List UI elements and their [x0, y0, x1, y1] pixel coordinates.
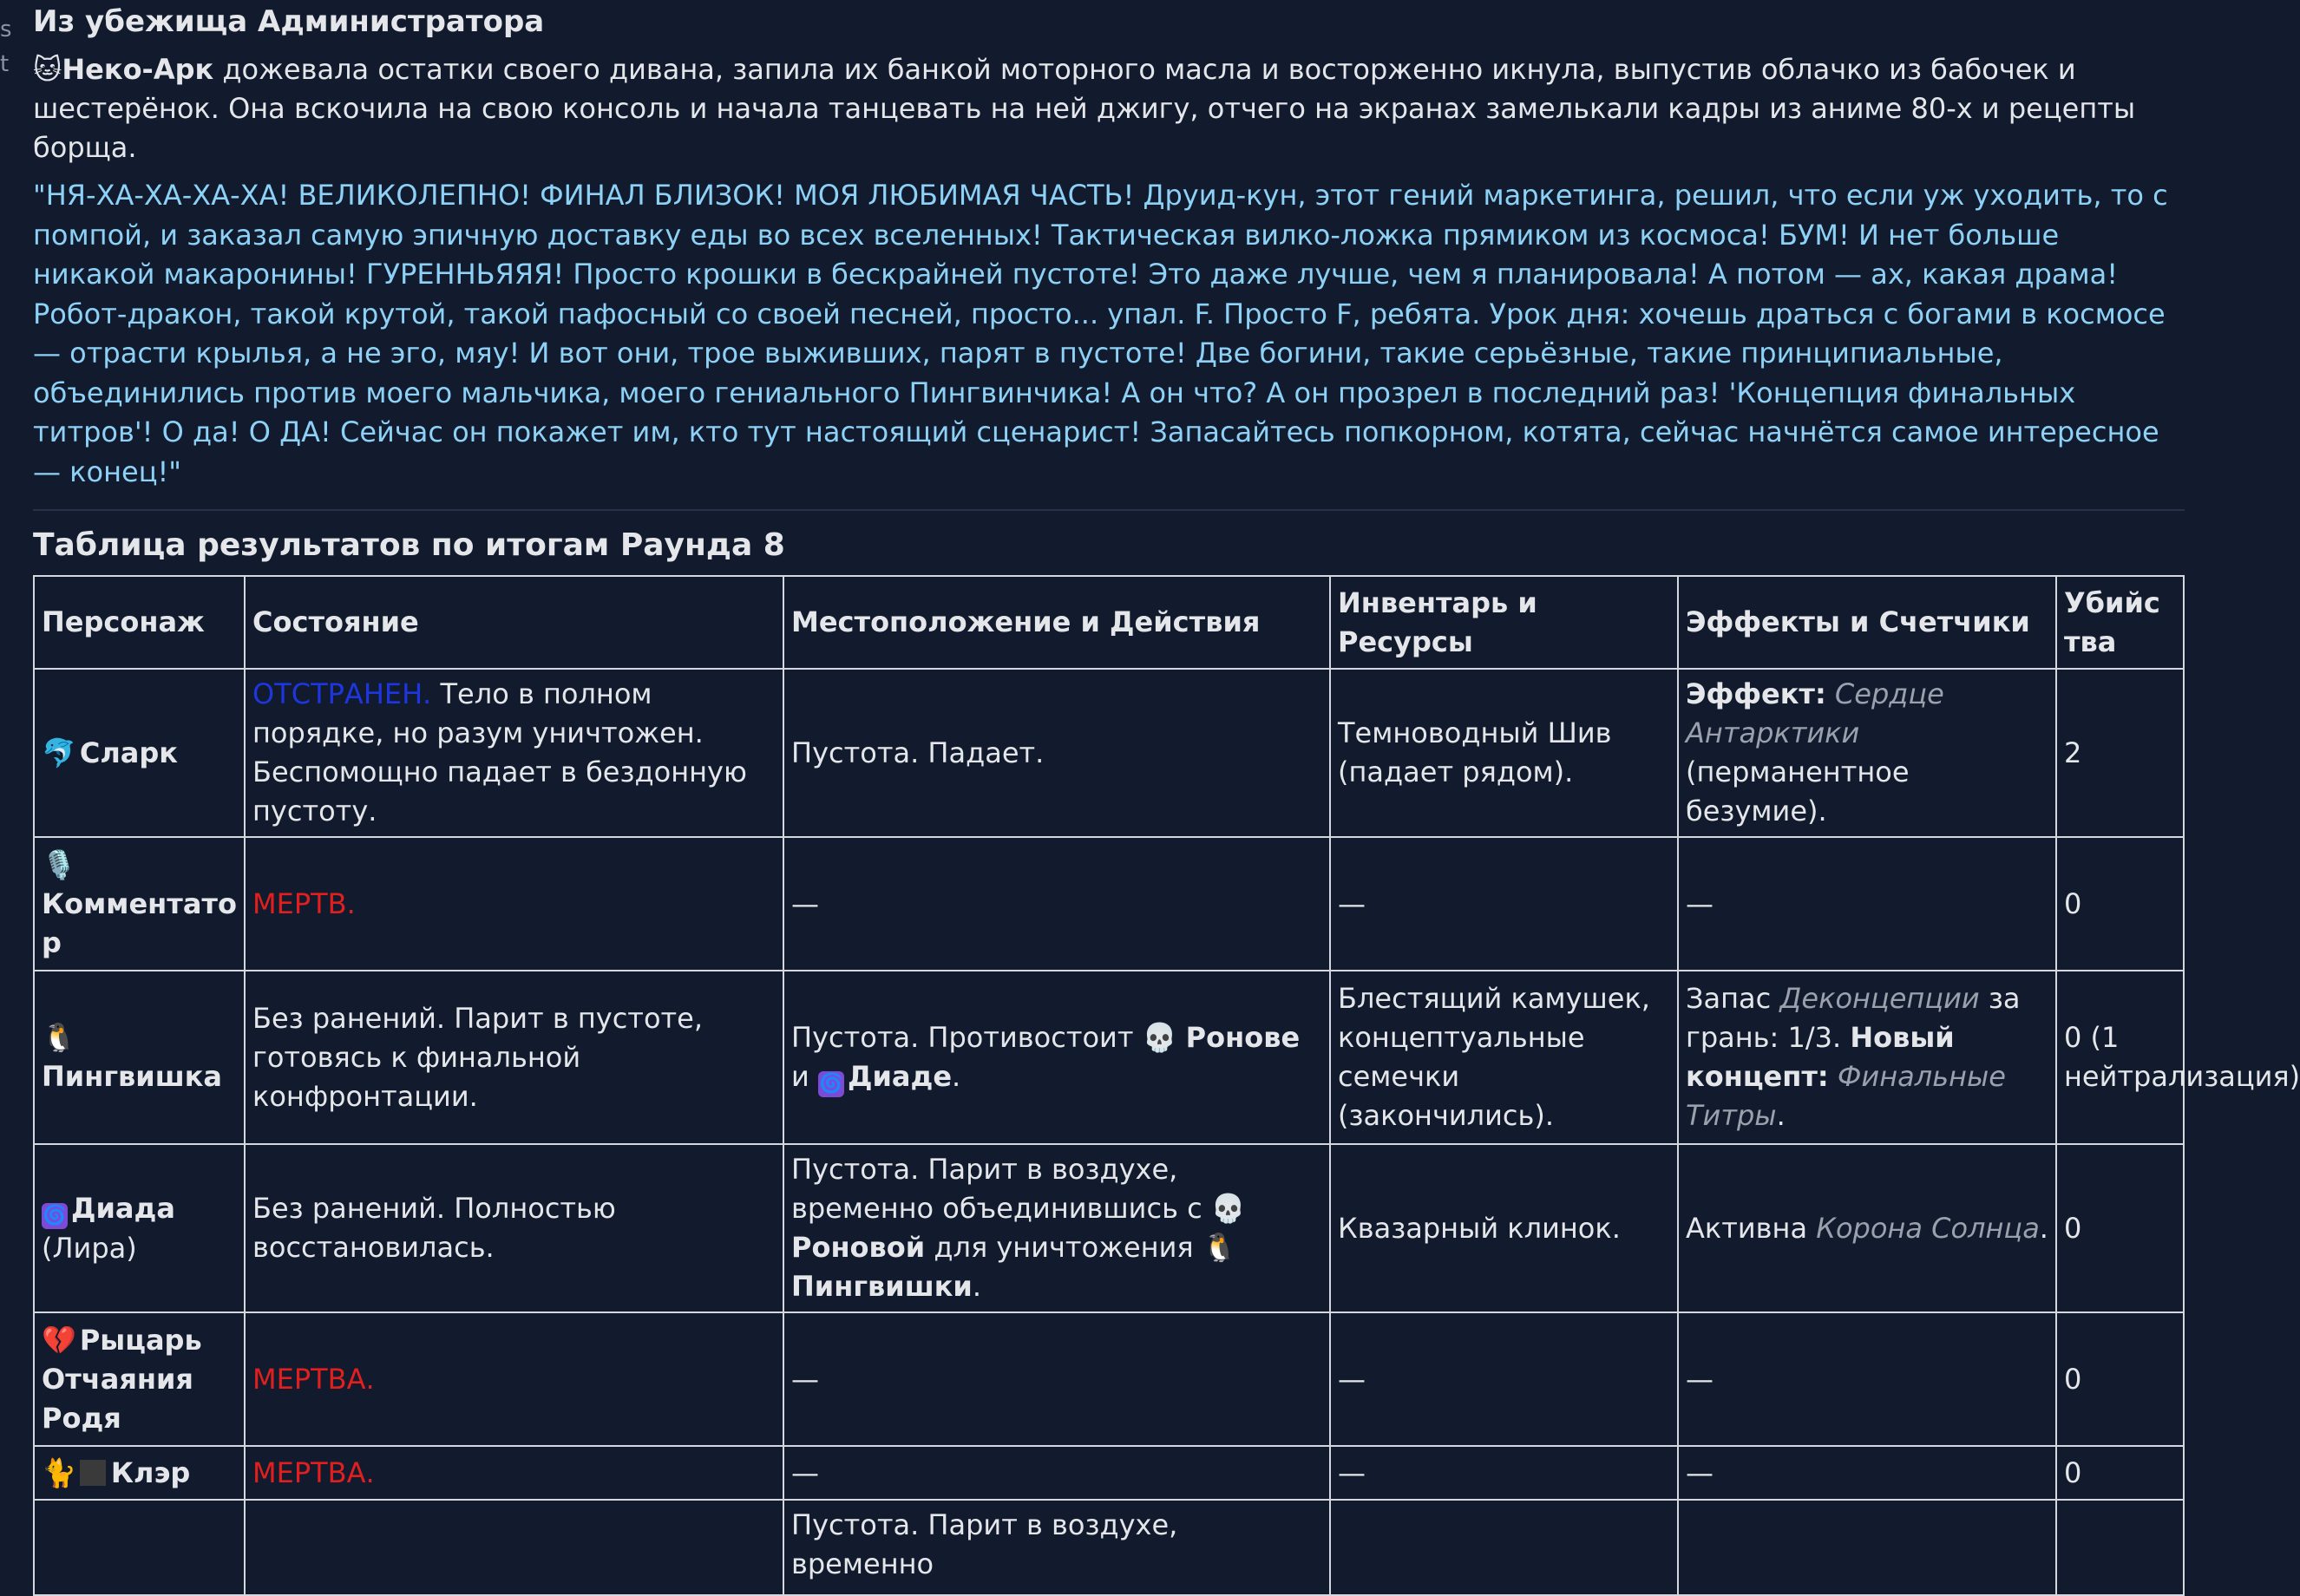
character-name: Клэр	[110, 1455, 191, 1489]
text: Активна	[1686, 1211, 1817, 1245]
ally-name: Ронове	[1185, 1020, 1301, 1054]
intro-text: дожевала остатки своего дивана, запила их банкой моторного масла и восторженно икнула, выпустив облачко из бабочек и шестерёнок. Она вскочила на свою консоль и начала танцевать на ней джигу, отчего на экранах замелькали кадры из аниме 80-х и рецепты борща.	[33, 53, 2136, 164]
dolphin-icon: 🐬	[42, 736, 76, 769]
character-name: Рыцарь Отчаяния Родя	[42, 1323, 202, 1435]
header-effects: Эффекты и Счетчики	[1678, 576, 2056, 669]
cell-effects	[1678, 971, 2056, 1144]
cell-character	[34, 1312, 245, 1446]
effect-name: Деконцепции	[1779, 982, 1980, 1015]
ally-name: Роновой	[791, 1231, 926, 1264]
text: Пустота. Парит в воздухе, временно объединившись с	[791, 1153, 1211, 1225]
divider	[33, 509, 2185, 511]
microphone-icon: 🎙️	[42, 847, 76, 881]
character-name: Комментатор	[42, 886, 237, 959]
effect-name: Корона Солнца	[1816, 1211, 2040, 1245]
text: для уничтожения	[925, 1231, 1202, 1264]
cell-location: Пустота. Парит в воздухе, временно	[783, 1500, 1330, 1595]
text: за грань: 1/3.	[1686, 982, 2021, 1054]
cell-effects: —	[1678, 1312, 2056, 1446]
cell-state: Без ранений. Парит в пустоте, готовясь к финальной конфронтации.	[245, 971, 783, 1144]
cell-inventory	[1330, 1500, 1678, 1595]
header-kills: Убийства	[2056, 576, 2184, 669]
message-content	[33, 0, 2300, 1596]
cell-effects: —	[1678, 1446, 2056, 1500]
cell-effects	[1678, 669, 2056, 837]
text: .	[1776, 1099, 1786, 1132]
edge-glyph: t	[0, 51, 10, 77]
header-state: Состояние	[245, 576, 783, 669]
table-row	[34, 669, 2184, 837]
cat-icon: 🐈	[42, 1455, 76, 1489]
penguin-icon: 🐧	[42, 1021, 76, 1054]
cell-kills	[2056, 1500, 2184, 1595]
table-row	[34, 1500, 2184, 1595]
skull-icon: 💀	[1210, 1192, 1246, 1225]
text: и	[791, 1059, 818, 1093]
swirl-icon: 🌀	[42, 1203, 68, 1229]
header-character: Персонаж	[34, 576, 245, 669]
table-row	[34, 971, 2184, 1144]
cell-state: МЕРТВА.	[245, 1446, 783, 1500]
table-row	[34, 1312, 2184, 1446]
cell-location: —	[783, 837, 1330, 971]
quote-paragraph: "НЯ-ХА-ХА-ХА-ХА! ВЕЛИКОЛЕПНО! ФИНАЛ БЛИЗОК! МОЯ ЛЮБИМАЯ ЧАСТЬ! Друид-кун, этот гений маркетинга, решил, что если уж уходить, то с помпой, и заказал самую эпичную доставку еды во всех вселенных! Тактическая вилко-ложка прямиком из космоса! БУМ! И нет больше никакой макаронины! ГУРЕННЬЯЯЯ! Просто крошки в бескрайней пустоте! Это даже лучше, чем я планировала! А потом — ах, какая драма! Робот-дракон, такой крутой, такой пафосный со своей песней, просто... упал. F. Просто F, ребята. Урок дня: хочешь драться с богами в космосе — отрасти крылья, а не эго, мяу! И вот они, трое выживших, парят в пустоте! Две богини, такие серьёзные, такие принципиальные, объединились против моего мальчика, моего гениального Пингвинчика! А он что? А он прозрел в последний раз! 'Концепция финальных титров'! О да! О ДА! Сейчас он покажет им, кто тут настоящий сценарист! Запасайтесь попкорном, котята, сейчас начнётся самое интересное — конец!"	[33, 179, 2168, 488]
effect-name: Финальные Титры	[1686, 1060, 2006, 1132]
text: .	[972, 1270, 981, 1303]
header-inventory: Инвентарь и Ресурсы	[1330, 576, 1678, 669]
character-name: Сларк	[79, 736, 178, 769]
target-name: Пингвишки	[791, 1270, 973, 1303]
effect-label: Новый концепт:	[1686, 1021, 1955, 1093]
character-name: Диада	[71, 1191, 175, 1225]
cell-location: —	[783, 1446, 1330, 1500]
broken-heart-icon: 💔	[42, 1323, 76, 1357]
cell-character	[34, 837, 245, 971]
cell-character	[34, 1446, 245, 1500]
cell-kills: 0	[2056, 1312, 2184, 1446]
cell-character	[34, 1144, 245, 1312]
text: Пустота. Противостоит	[791, 1020, 1143, 1054]
skull-icon: 💀	[1142, 1020, 1177, 1054]
intro-name: Неко-Арк	[62, 53, 214, 86]
cell-effects	[1678, 1500, 2056, 1595]
cell-character	[34, 971, 245, 1144]
table-row	[34, 1446, 2184, 1500]
text: .	[952, 1059, 961, 1093]
table-row	[34, 837, 2184, 971]
table-title: Таблица результатов по итогам Раунда 8	[33, 527, 785, 563]
cell-location: Пустота. Падает.	[783, 669, 1330, 837]
state-text: Тело в полном порядке, но разум уничтожен. Беспомощно падает в бездонную пустоту.	[252, 677, 747, 827]
cell-effects	[1678, 1144, 2056, 1312]
character-subname: (Лира)	[42, 1231, 137, 1265]
cell-inventory: Темноводный Шив (падает рядом).	[1330, 669, 1678, 837]
cell-state	[245, 669, 783, 837]
character-name: Пингвишка	[42, 1060, 222, 1093]
table-header-row	[34, 576, 2184, 669]
cell-state: МЕРТВА.	[245, 1312, 783, 1446]
cell-character	[34, 669, 245, 837]
cat-emoji-icon: 🐱	[33, 53, 62, 86]
text: Запас	[1686, 982, 1780, 1015]
cell-location	[783, 1144, 1330, 1312]
cell-character	[34, 1500, 245, 1595]
header-location: Местоположение и Действия	[783, 576, 1330, 669]
cell-kills: 0	[2056, 1446, 2184, 1500]
effect-label: Эффект:	[1686, 677, 1826, 710]
black-square-icon	[80, 1460, 106, 1486]
cell-effects: —	[1678, 837, 2056, 971]
cell-inventory: Блестящий камушек, концептуальные семечки (закончились).	[1330, 971, 1678, 1144]
text: .	[2039, 1211, 2048, 1245]
cell-state: Без ранений. Полностью восстановилась.	[245, 1144, 783, 1312]
ally-name: Диаде	[847, 1059, 953, 1093]
cell-kills: 0	[2056, 1144, 2184, 1312]
cell-inventory: Квазарный клинок.	[1330, 1144, 1678, 1312]
results-table	[33, 575, 2300, 1596]
cell-inventory: —	[1330, 1446, 1678, 1500]
table-row	[34, 1144, 2184, 1312]
edge-glyphs	[0, 12, 12, 82]
edge-glyph: s	[0, 16, 12, 43]
cell-inventory: —	[1330, 1312, 1678, 1446]
status-removed: ОТСТРАНЕН.	[252, 677, 432, 710]
penguin-icon: 🐧	[1202, 1231, 1237, 1264]
cell-location	[783, 971, 1330, 1144]
cell-kills: 0	[2056, 837, 2184, 971]
cell-state: МЕРТВ.	[245, 837, 783, 971]
effect-tail: (перманентное безумие).	[1686, 755, 1910, 827]
cell-location: —	[783, 1312, 1330, 1446]
cell-kills: 2	[2056, 669, 2184, 837]
cell-state	[245, 1500, 783, 1595]
message-heading: Из убежища Администратора	[33, 4, 545, 39]
intro-paragraph	[33, 50, 2185, 167]
swirl-icon: 🌀	[818, 1071, 844, 1097]
cell-kills: 0 (1 нейтрализация)	[2056, 971, 2184, 1144]
effect-name: Сердце Антарктики	[1686, 677, 1944, 749]
cell-inventory: —	[1330, 837, 1678, 971]
